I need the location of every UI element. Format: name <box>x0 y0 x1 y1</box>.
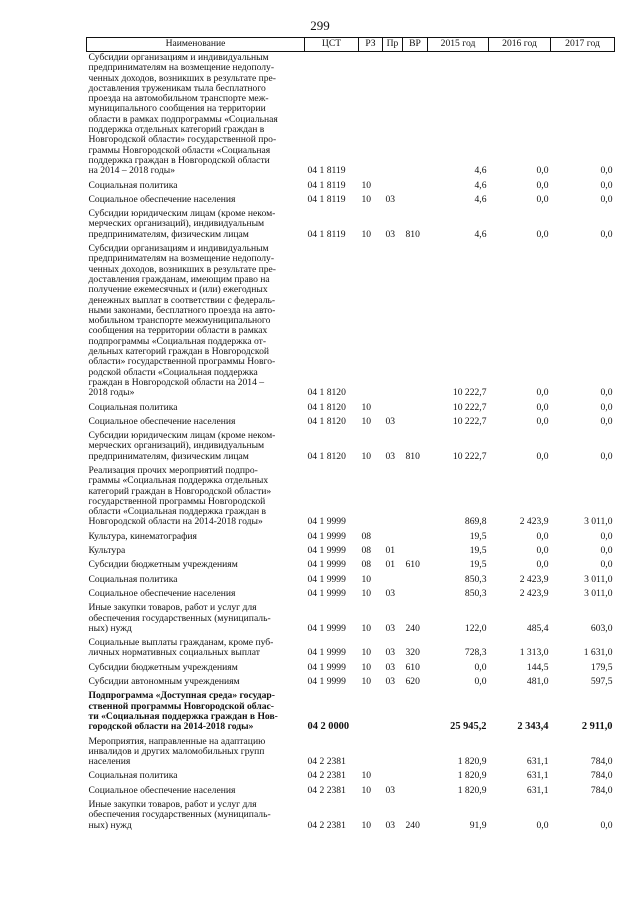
cell-2017: 0,0 <box>600 450 613 462</box>
cell-rz: 10 <box>361 819 372 831</box>
header-row <box>87 38 615 52</box>
cell-2016: 0,0 <box>536 415 549 427</box>
table-row <box>87 634 615 659</box>
cell-pr: 01 <box>385 545 396 557</box>
name-line: 2018 годы» <box>88 387 135 399</box>
cell-vr <box>403 399 428 413</box>
table-row <box>87 687 615 732</box>
cell-vr: 810 <box>405 450 420 462</box>
cell-name <box>87 733 305 768</box>
cell-2015: 0,0 <box>474 661 487 673</box>
cell-2016: 0,0 <box>536 530 549 542</box>
name-line: городской области на 2014-2018 годы» <box>88 721 254 733</box>
cell-2015: 850,3 <box>464 573 487 585</box>
cell-cst: 04 1 8120 <box>307 387 346 399</box>
cell-vr: 810 <box>405 228 420 240</box>
cell-2015: 4,6 <box>474 179 487 191</box>
cell-2016: 2 423,9 <box>519 516 549 528</box>
cell-name <box>87 542 305 556</box>
table-row <box>87 585 615 599</box>
cell-2015: 1 820,9 <box>457 784 487 796</box>
name-line: ченных доходов, возникших в результате пре- <box>88 263 276 275</box>
name-line: предпринимателям на возмещение недополу- <box>88 62 275 74</box>
page-number: 299 <box>310 18 330 33</box>
cell-rz: 08 <box>361 559 372 571</box>
cell-name <box>87 427 305 462</box>
name-line: обеспечения государственных (муниципаль- <box>88 809 271 821</box>
cell-2015: 10 222,7 <box>452 387 487 399</box>
name-line: получение ежемесячных и (или) ежегодных <box>88 284 268 296</box>
cell-name <box>87 659 305 673</box>
name-line: ных) нужд <box>88 622 132 634</box>
table-row <box>87 659 615 673</box>
cell-vr <box>403 462 428 528</box>
cell-cst: 04 1 9999 <box>307 573 346 585</box>
cell-rz: 10 <box>361 415 372 427</box>
cell-name <box>87 585 305 599</box>
cell-vr <box>403 571 428 585</box>
cell-pr: 03 <box>385 450 396 462</box>
table-row <box>87 177 615 191</box>
cell-2016: 0,0 <box>536 401 549 413</box>
name-line: граммы Новгородской области «Социальная <box>88 144 271 156</box>
cell-vr <box>403 585 428 599</box>
cell-2015: 850,3 <box>464 587 487 599</box>
cell-2017: 784,0 <box>590 784 613 796</box>
table-header <box>87 38 615 52</box>
cell-vr <box>403 782 428 796</box>
cell-pr <box>383 52 403 177</box>
cell-rz: 10 <box>361 587 372 599</box>
cell-2017: 0,0 <box>600 228 613 240</box>
cell-cst: 04 1 9999 <box>307 647 346 659</box>
cell-vr: 620 <box>405 676 420 688</box>
name-line: Культура, кинематография <box>88 530 197 542</box>
name-line: ченных доходов, возникших в результате пре- <box>88 72 276 84</box>
name-line: Подпрограмма «Доступная среда» государ- <box>88 690 275 702</box>
cell-2017: 3 011,0 <box>584 573 613 585</box>
name-line: Субсидии организациям и индивидуальным <box>88 52 269 63</box>
table-row <box>87 399 615 413</box>
name-line: Социальное обеспечение населения <box>88 415 236 427</box>
cell-name <box>87 796 305 831</box>
cell-2017: 597,5 <box>590 676 613 688</box>
cell-2017: 0,0 <box>600 179 613 191</box>
name-line: граммы «Социальная поддержка отдельных <box>88 475 269 487</box>
cell-cst: 04 1 8120 <box>307 415 346 427</box>
cell-name <box>87 782 305 796</box>
cell-name <box>87 634 305 659</box>
cell-rz <box>359 52 383 177</box>
cell-2017: 0,0 <box>600 401 613 413</box>
name-line: муниципального сообщения на территории <box>88 103 266 115</box>
name-line: проезда на автомобильном транспорте меж- <box>88 93 269 105</box>
cell-cst: 04 1 8119 <box>307 193 346 205</box>
cell-pr <box>383 462 403 528</box>
cell-vr <box>403 733 428 768</box>
name-line: Иные закупки товаров, работ и услуг для <box>88 602 257 614</box>
name-line: Субсидии юридическим лицам (кроме неком- <box>88 430 276 442</box>
table-row <box>87 571 615 585</box>
cell-pr: 03 <box>385 661 396 673</box>
cell-pr <box>383 177 403 191</box>
table-row <box>87 767 615 781</box>
name-line: ными законами, бесплатного проезда на авто- <box>88 304 276 316</box>
cell-pr: 03 <box>385 193 396 205</box>
name-line: государственной программы Новгородской <box>88 495 266 507</box>
name-line: категорий граждан в Новгородской области» <box>88 485 272 497</box>
cell-2015: 19,5 <box>469 559 487 571</box>
header-vr: ВР <box>403 38 428 52</box>
cell-2015: 91,9 <box>469 819 487 831</box>
cell-rz: 10 <box>361 676 372 688</box>
name-line: поддержка граждан в Новгородской области <box>88 154 270 166</box>
cell-2015: 4,6 <box>474 165 487 177</box>
cell-cst: 04 2 0000 <box>307 721 350 733</box>
cell-pr <box>383 240 403 398</box>
cell-rz: 10 <box>361 784 372 796</box>
table-row <box>87 528 615 542</box>
cell-name <box>87 52 305 177</box>
cell-2016: 0,0 <box>536 228 549 240</box>
cell-name <box>87 399 305 413</box>
cell-2017: 0,0 <box>600 415 613 427</box>
cell-name <box>87 413 305 427</box>
cell-cst: 04 2 2381 <box>307 784 346 796</box>
cell-cst: 04 1 9999 <box>307 587 346 599</box>
name-line: Новгородской области на 2014-2018 годы» <box>88 516 263 528</box>
name-line: предпринимателям, физическим лицам <box>88 450 249 462</box>
cell-cst: 04 2 2381 <box>307 819 346 831</box>
cell-rz: 10 <box>361 228 372 240</box>
table-row <box>87 782 615 796</box>
cell-2015: 4,6 <box>474 228 487 240</box>
cell-pr: 03 <box>385 415 396 427</box>
cell-2015: 10 222,7 <box>452 401 487 413</box>
cell-name <box>87 205 305 240</box>
cell-rz: 08 <box>361 545 372 557</box>
cell-vr <box>403 413 428 427</box>
cell-pr: 03 <box>385 647 396 659</box>
cell-2015: 728,3 <box>464 647 487 659</box>
cell-name <box>87 599 305 634</box>
cell-2015: 19,5 <box>469 545 487 557</box>
cell-2017: 3 011,0 <box>584 587 613 599</box>
cell-2015: 25 945,2 <box>450 721 487 733</box>
name-line: доставления гражданам, имеющим право на <box>88 273 270 285</box>
cell-2016: 0,0 <box>536 165 549 177</box>
cell-2015: 0,0 <box>474 676 487 688</box>
cell-name <box>87 673 305 687</box>
cell-rz: 10 <box>361 661 372 673</box>
header-2016: 2016 год <box>489 38 551 52</box>
name-line: сообщения на территории области в рамках <box>88 325 268 337</box>
name-line: ных) нужд <box>88 819 132 831</box>
cell-2016: 0,0 <box>536 387 549 399</box>
cell-cst: 04 1 8120 <box>307 401 346 413</box>
name-line: инвалидов и других маломобильных групп <box>88 745 265 757</box>
cell-2017: 0,0 <box>600 819 613 831</box>
name-line: мобильном транспорте межмуниципального <box>88 315 271 327</box>
cell-vr: 240 <box>405 819 420 831</box>
name-line: Социальные выплаты гражданам, кроме пуб- <box>88 637 274 649</box>
cell-pr: 03 <box>385 784 396 796</box>
cell-2016: 481,0 <box>526 676 549 688</box>
name-line: ти «Социальная поддержка граждан в Нов- <box>88 710 278 722</box>
name-line: денежных выплат в соответствии с федераль- <box>88 294 276 306</box>
cell-rz: 10 <box>361 193 372 205</box>
cell-rz: 10 <box>361 179 372 191</box>
name-line: поддержка отдельных категорий граждан в <box>88 124 265 136</box>
cell-2016: 485,4 <box>526 622 549 634</box>
header-pr: Пр <box>383 38 403 52</box>
cell-2016: 1 313,0 <box>519 647 549 659</box>
cell-cst: 04 1 9999 <box>307 622 346 634</box>
name-line: личных нормативных социальных выплат <box>88 647 260 659</box>
cell-cst: 04 1 9999 <box>307 676 346 688</box>
name-line: предпринимателям на возмещение недополу- <box>88 253 275 265</box>
name-line: граждан в Новгородской области на 2014 – <box>88 376 265 388</box>
cell-2016: 144,5 <box>526 661 549 673</box>
name-line: Культура <box>88 545 126 557</box>
cell-2016: 0,0 <box>536 559 549 571</box>
cell-rz <box>359 733 383 768</box>
table-row <box>87 205 615 240</box>
cell-2017: 0,0 <box>600 530 613 542</box>
name-line: на 2014 – 2018 годы» <box>88 165 175 177</box>
name-line: Иные закупки товаров, работ и услуг для <box>88 799 257 810</box>
cell-rz: 10 <box>361 401 372 413</box>
table-row <box>87 556 615 570</box>
name-line: Социальная политика <box>88 770 178 782</box>
cell-cst: 04 2 2381 <box>307 770 346 782</box>
cell-2015: 1 820,9 <box>457 756 487 768</box>
name-line: Социальная политика <box>88 573 178 585</box>
name-line: Социальная политика <box>88 401 178 413</box>
cell-vr: 320 <box>405 647 420 659</box>
cell-pr <box>383 687 403 732</box>
cell-2016: 631,1 <box>526 756 549 768</box>
header-rz: РЗ <box>359 38 383 52</box>
cell-pr: 03 <box>385 228 396 240</box>
cell-rz: 10 <box>361 450 372 462</box>
cell-cst: 04 1 8119 <box>307 179 346 191</box>
cell-2016: 2 423,9 <box>519 587 549 599</box>
cell-pr: 03 <box>385 587 396 599</box>
cell-vr <box>403 52 428 177</box>
cell-pr <box>383 528 403 542</box>
cell-pr: 03 <box>385 819 396 831</box>
name-line: Новгородской области» государственной про- <box>88 134 277 146</box>
cell-rz: 10 <box>361 622 372 634</box>
cell-name <box>87 528 305 542</box>
header-2017: 2017 год <box>551 38 615 52</box>
cell-rz: 10 <box>361 770 372 782</box>
name-line: Субсидии автономным учреждениям <box>88 676 240 688</box>
cell-pr: 03 <box>385 676 396 688</box>
cell-pr <box>383 571 403 585</box>
name-line: Субсидии бюджетным учреждениям <box>88 661 238 673</box>
cell-cst: 04 1 8119 <box>307 228 346 240</box>
table-row <box>87 542 615 556</box>
cell-2017: 1 631,0 <box>583 647 613 659</box>
table-row <box>87 599 615 634</box>
table-row <box>87 240 615 398</box>
cell-2016: 0,0 <box>536 545 549 557</box>
header-2015: 2015 год <box>428 38 489 52</box>
cell-vr <box>403 177 428 191</box>
name-line: ственной программы Новгородской облас- <box>88 700 274 712</box>
table-body <box>87 52 615 831</box>
table-row <box>87 673 615 687</box>
name-line: населения <box>88 756 131 768</box>
budget-table <box>86 37 615 831</box>
cell-2016: 631,1 <box>526 784 549 796</box>
table-row <box>87 52 615 177</box>
cell-2016: 2 423,9 <box>519 573 549 585</box>
cell-2017: 603,0 <box>590 622 613 634</box>
cell-2015: 122,0 <box>464 622 487 634</box>
cell-2016: 0,0 <box>536 179 549 191</box>
name-line: Социальная политика <box>88 179 178 191</box>
cell-2015: 10 222,7 <box>452 450 487 462</box>
name-line: Субсидии организациям и индивидуальным <box>88 243 269 255</box>
cell-cst: 04 1 9999 <box>307 559 346 571</box>
cell-vr <box>403 528 428 542</box>
cell-2017: 0,0 <box>600 559 613 571</box>
cell-2016: 631,1 <box>526 770 549 782</box>
cell-rz: 08 <box>361 530 372 542</box>
cell-cst: 04 2 2381 <box>307 756 346 768</box>
cell-name <box>87 191 305 205</box>
name-line: дельных категорий граждан в Новгородской <box>88 346 270 358</box>
cell-2017: 0,0 <box>600 165 613 177</box>
name-line: подпрограммы «Социальная поддержка от- <box>88 335 267 347</box>
cell-vr <box>403 767 428 781</box>
cell-vr <box>403 191 428 205</box>
cell-2017: 3 011,0 <box>584 516 613 528</box>
cell-pr <box>383 399 403 413</box>
table-row <box>87 427 615 462</box>
cell-2017: 784,0 <box>590 770 613 782</box>
name-line: области «Социальная поддержка граждан в <box>88 506 267 518</box>
name-line: Субсидии юридическим лицам (кроме неком- <box>88 208 276 220</box>
cell-name <box>87 687 305 732</box>
name-line: Реализация прочих мероприятий подпро- <box>88 464 258 476</box>
cell-rz: 10 <box>361 647 372 659</box>
cell-2017: 2 911,0 <box>581 721 613 733</box>
cell-cst: 04 1 8120 <box>307 450 346 462</box>
cell-pr: 03 <box>385 622 396 634</box>
cell-2017: 0,0 <box>600 545 613 557</box>
cell-2017: 784,0 <box>590 756 613 768</box>
name-line: доставления труженикам тыла бесплатного <box>88 82 266 94</box>
cell-cst: 04 1 9999 <box>307 516 346 528</box>
cell-2016: 2 343,4 <box>517 721 549 733</box>
cell-name <box>87 556 305 570</box>
cell-name <box>87 767 305 781</box>
cell-2015: 19,5 <box>469 530 487 542</box>
cell-vr <box>403 240 428 398</box>
cell-rz <box>359 240 383 398</box>
table-row <box>87 191 615 205</box>
cell-2015: 869,8 <box>464 516 487 528</box>
cell-cst: 04 1 9999 <box>307 530 346 542</box>
table-row <box>87 733 615 768</box>
header-name: Наименование <box>87 38 305 52</box>
cell-2016: 0,0 <box>536 193 549 205</box>
table-row <box>87 796 615 831</box>
cell-rz <box>359 687 383 732</box>
header-cst: ЦСТ <box>305 38 359 52</box>
cell-cst: 04 1 8119 <box>307 165 346 177</box>
cell-2015: 1 820,9 <box>457 770 487 782</box>
name-line: Социальное обеспечение населения <box>88 587 236 599</box>
name-line: Социальное обеспечение населения <box>88 784 236 796</box>
cell-2017: 0,0 <box>600 193 613 205</box>
cell-2015: 4,6 <box>474 193 487 205</box>
name-line: мерческих организаций), индивидуальным <box>88 440 265 452</box>
name-line: области» государственной программы Новго- <box>88 356 276 368</box>
cell-cst: 04 1 9999 <box>307 545 346 557</box>
name-line: Субсидии бюджетным учреждениям <box>88 559 238 571</box>
cell-cst: 04 1 9999 <box>307 661 346 673</box>
table-row <box>87 413 615 427</box>
name-line: Мероприятия, направленные на адаптацию <box>88 735 266 747</box>
cell-2016: 0,0 <box>536 450 549 462</box>
cell-2015: 10 222,7 <box>452 415 487 427</box>
cell-rz: 10 <box>361 573 372 585</box>
cell-vr <box>403 687 428 732</box>
cell-vr: 610 <box>405 661 420 673</box>
cell-2017: 0,0 <box>600 387 613 399</box>
cell-vr <box>403 542 428 556</box>
cell-name <box>87 240 305 398</box>
name-line: области в рамках подпрограммы «Социальная <box>88 113 278 125</box>
cell-vr: 240 <box>405 622 420 634</box>
name-line: Социальное обеспечение населения <box>88 193 236 205</box>
cell-name <box>87 571 305 585</box>
name-line: обеспечения государственных (муниципаль- <box>88 612 271 624</box>
name-line: предпринимателям, физическим лицам <box>88 228 249 240</box>
cell-name <box>87 462 305 528</box>
cell-pr <box>383 767 403 781</box>
cell-name <box>87 177 305 191</box>
name-line: мерческих организаций), индивидуальным <box>88 218 265 230</box>
cell-2017: 179,5 <box>590 661 613 673</box>
cell-pr <box>383 733 403 768</box>
cell-vr: 610 <box>405 559 420 571</box>
cell-2016: 0,0 <box>536 819 549 831</box>
cell-pr: 01 <box>385 559 396 571</box>
table-row <box>87 462 615 528</box>
name-line: родской области «Социальная поддержка <box>88 366 258 378</box>
cell-rz <box>359 462 383 528</box>
